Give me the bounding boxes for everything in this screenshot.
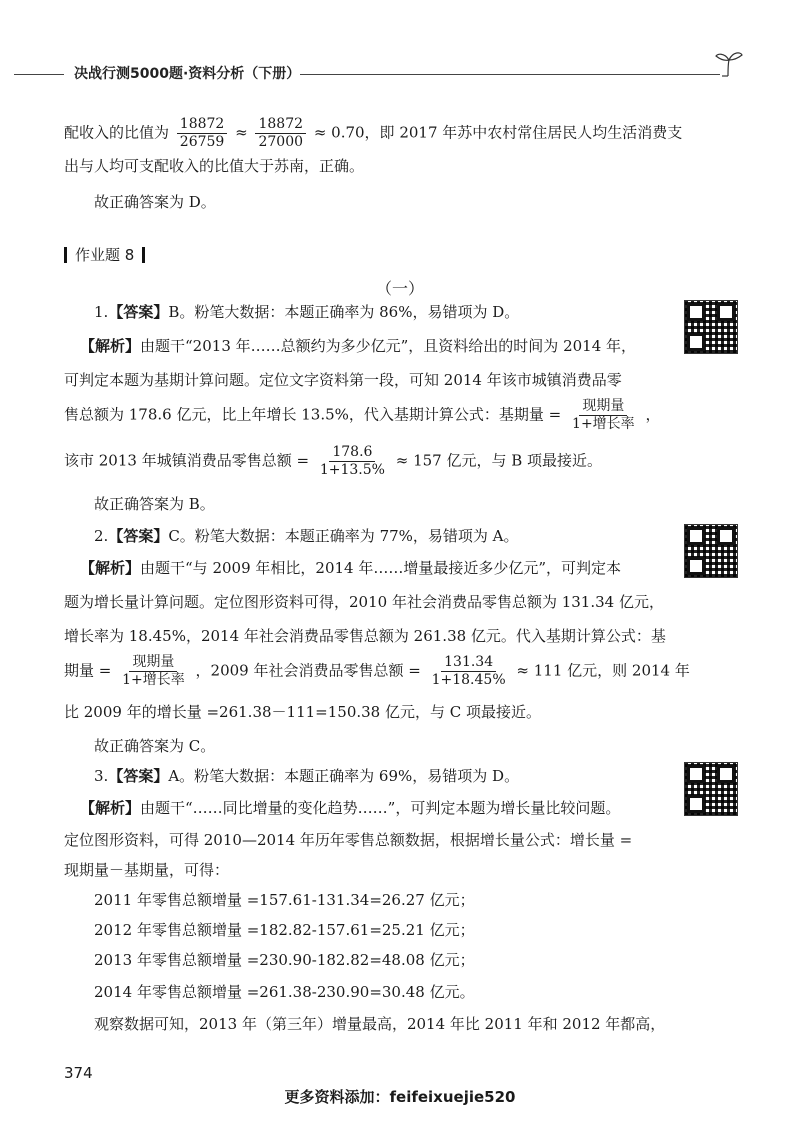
text-line: 该市 2013 年城镇消费品零售总额 = $\frac{178.6}{1+13.5\%}$ ≈ 157 亿元，与 B 项最接近。 — [64, 444, 603, 478]
footer-note: 更多资料添加：feifeixuejie520 — [284, 1088, 516, 1106]
heading-bar-left — [64, 247, 67, 263]
text-line: 售总额为 178.6 亿元，比上年增长 13.5%，代入基期计算公式：基期量 = $\frac{\text{现期量}}{\text{1+增长率}}$ ， — [64, 398, 661, 432]
text-line: 2014 年零售总额增量 =261.38-230.90=30.48 亿元。 — [94, 983, 475, 1001]
leaf-icon — [712, 46, 746, 80]
text-line: 配收入的比值为 $\frac{18872}{26759}$ ≈ $\frac{18872}{27000}$ ≈ 0.70，即 2017 年苏中农村常住居民人均生活消费支 — [64, 116, 683, 150]
text-line: 出与人均可支配收入的比值大于苏南，正确。 — [64, 157, 365, 175]
text-line: 2013 年零售总额增量 =230.90-182.82=48.08 亿元； — [94, 951, 475, 969]
answer-line: 3.【答案】A。粉笔大数据：本题正确率为 69%，易错项为 D。 — [94, 767, 520, 785]
answer-line: 2.【答案】C。粉笔大数据：本题正确率为 77%，易错项为 A。 — [94, 527, 519, 545]
text-line: 比 2009 年的增长量 =261.38－111=150.38 亿元，与 C 项最接近。 — [64, 703, 541, 721]
text-line: 可判定本题为基期计算问题。定位文字资料第一段，可知 2014 年该市城镇消费品零 — [64, 371, 622, 389]
header-rule-left — [14, 74, 64, 75]
text-line: 增长率为 18.45%，2014 年社会消费品零售总额为 261.38 亿元。代入基期计算公式：基 — [64, 627, 666, 645]
answer-line: 1.【答案】B。粉笔大数据：本题正确率为 86%，易错项为 D。 — [94, 303, 520, 321]
qr-code-icon — [684, 524, 738, 578]
text-line: 现期量－基期量，可得： — [64, 861, 230, 879]
text-line: 2011 年零售总额增量 =157.61-131.34=26.27 亿元； — [94, 891, 475, 909]
analysis-line: 【解析】由题干“2013 年……总额约为多少亿元”，且资料给出的时间为 2014 年， — [80, 337, 637, 355]
text-line: 观察数据可知，2013 年（第三年）增量最高，2014 年比 2011 年和 2012 年都高， — [94, 1015, 666, 1033]
fraction: $\frac{\text{现期量}}{\text{1+增长率}}$ — [572, 398, 635, 432]
analysis-line: 【解析】由题干“与 2009 年相比，2014 年……增量最接近多少亿元”，可判定本 — [80, 559, 622, 577]
fraction: $\frac{178.6}{1+13.5\%}$ — [319, 444, 385, 478]
page-number: 374 — [64, 1064, 93, 1082]
fraction: $\frac{18872}{26759}$ — [177, 116, 228, 151]
qr-code-icon — [684, 300, 738, 354]
text-line: 2012 年零售总额增量 =182.82-157.61=25.21 亿元； — [94, 921, 475, 939]
header-title: 决战行测5000题·资料分析（下册） — [70, 63, 304, 83]
text-line: 故正确答案为 B。 — [94, 495, 215, 513]
fraction: $\frac{\text{现期量}}{\text{1+增长率}}$ — [122, 654, 185, 688]
heading-bar-right — [142, 247, 145, 263]
text-line: 定位图形资料，可得 2010—2014 年历年零售总额数据，根据增长量公式：增长量 = — [64, 831, 633, 849]
text-line: 题为增长量计算问题。定位图形资料可得，2010 年社会消费品零售总额为 131.34 亿元， — [64, 593, 664, 611]
qr-code-icon — [684, 762, 738, 816]
analysis-line: 【解析】由题干“……同比增量的变化趋势……”，可判定本题为增长量比较问题。 — [80, 799, 621, 817]
text-line: 故正确答案为 D。 — [94, 193, 216, 211]
fraction: $\frac{131.34}{1+18.45\%}$ — [431, 654, 506, 688]
text-line: 故正确答案为 C。 — [94, 737, 216, 755]
section-heading: 作业题 8 — [64, 244, 145, 265]
fraction: $\frac{18872}{27000}$ — [255, 116, 306, 151]
text-line: 期量 = $\frac{\text{现期量}}{\text{1+增长率}}$ ，2009 年社会消费品零售总额 = $\frac{131.34}{1+18.45\%}$ ≈ 111 亿元，则 2014 年 — [64, 654, 690, 688]
header-rule-right — [300, 74, 720, 75]
subsection-title: （一） — [375, 279, 424, 298]
